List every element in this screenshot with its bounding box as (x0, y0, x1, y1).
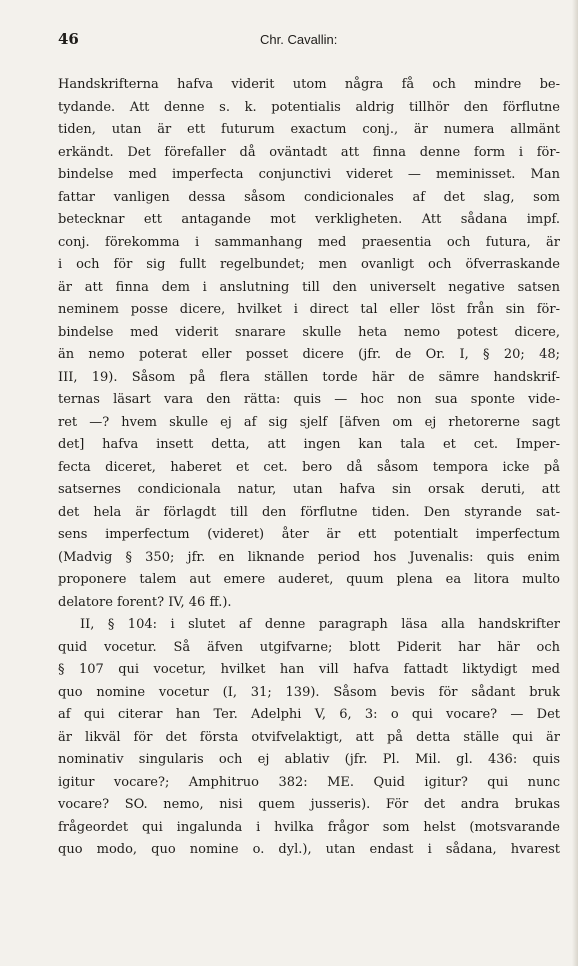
text-line: II, § 104: i slutet af denne paragraph läsa alla handskrifter (80, 617, 560, 632)
text-line: än nemo poterat eller posset dicere (jfr. de Or. I, § 20; 48; (58, 347, 560, 362)
text-line: i och för sig fullt regelbundet; men ovanligt och öfverraskande (58, 257, 560, 272)
text-line: III, 19). Såsom på flera ställen torde här de sämre handskrif- (58, 369, 560, 385)
text-line: af qui citerar han Ter. Adelphi V, 6, 3: o qui vocare? — Det (58, 707, 560, 722)
text-line: quo nomine vocetur (I, 31; 139). Såsom bevis för sådant bruk (58, 684, 560, 700)
text-line: satsernes condicionala natur, utan hafva sin orsak deruti, att (58, 482, 560, 497)
text-line: vocare? SO. nemo, nisi quem jusseris). För det andra brukas (58, 797, 560, 812)
text-line: fecta diceret, haberet et cet. bero då såsom tempora icke på (58, 459, 560, 475)
page-number: 46 (58, 30, 79, 48)
text-line: det] hafva insett detta, att ingen kan tala et cet. Imper- (58, 437, 560, 452)
text-line: § 107 qui vocetur, hvilket han vill hafva fattadt liktydigt med (58, 662, 560, 677)
text-line: conj. förekomma i sammanhang med praesentia och futura, är (58, 234, 560, 250)
text-line: fattar vanligen dessa såsom condicionales af det slag, som (58, 189, 560, 205)
text-line: ternas läsart vara den rätta: quis — hoc non sua sponte vide- (58, 392, 560, 407)
text-line: är att finna dem i anslutning till den universelt negative satsen (58, 279, 560, 295)
text-line: quid vocetur. Så äfven utgifvarne; blott Piderit har här och (58, 639, 560, 655)
text-line: det hela är förlagdt till den förflutne tiden. Den styrande sat- (58, 504, 560, 520)
text-line: erkändt. Det förefaller då oväntadt att finna denne form i för- (58, 144, 560, 160)
text-line: är likväl för det första otvifvelaktigt, att på detta ställe qui är (58, 729, 560, 745)
text-line: nominativ singularis och ej ablativ (jfr. Pl. Mil. gl. 436: quis (58, 752, 560, 767)
text-line: igitur vocare?; Amphitruo 382: ME. Quid igitur? qui nunc (58, 774, 560, 790)
text-line: frågeordet qui ingalunda i hvilka frågor som helst (motsvarande (58, 819, 560, 835)
text-line: sens imperfectum (videret) åter är ett potentialt imperfectum (58, 527, 560, 542)
text-line: bindelse med viderit snarare skulle heta nemo potest dicere, (58, 324, 560, 340)
text-line: delatore forent? IV, 46 ff.). (58, 594, 232, 610)
text-line: tydande. Att denne s. k. potentialis aldrig tillhör den förflutne (58, 99, 560, 115)
body-text (58, 74, 560, 862)
text-line: proponere talem aut emere auderet, quum plena ea litora multo (58, 572, 560, 587)
text-line: quo modo, quo nomine o. dyl.), utan endast i sådana, hvarest (58, 842, 560, 857)
text-line: neminem posse dicere, hvilket i direct tal eller löst från sin för- (58, 302, 560, 317)
text-line: Handskrifterna hafva viderit utom några få och mindre be- (58, 77, 560, 92)
text-line: betecknar ett antagande mot verkligheten. Att sådana impf. (58, 212, 560, 227)
text-line: (Madvig § 350; jfr. en liknande period hos Juvenalis: quis enim (58, 549, 560, 565)
text-line: ret —? hvem skulle ej af sig sjelf [äfven om ej rhetorerne sagt (58, 414, 560, 430)
text-line: tiden, utan är ett futurum exactum conj., är numera allmänt (58, 122, 560, 137)
page-edge-shadow (572, 0, 578, 966)
text-line: bindelse med imperfecta conjunctivi videret — meminisset. Man (58, 167, 560, 182)
running-head: Chr. Cavallin: (260, 32, 338, 47)
